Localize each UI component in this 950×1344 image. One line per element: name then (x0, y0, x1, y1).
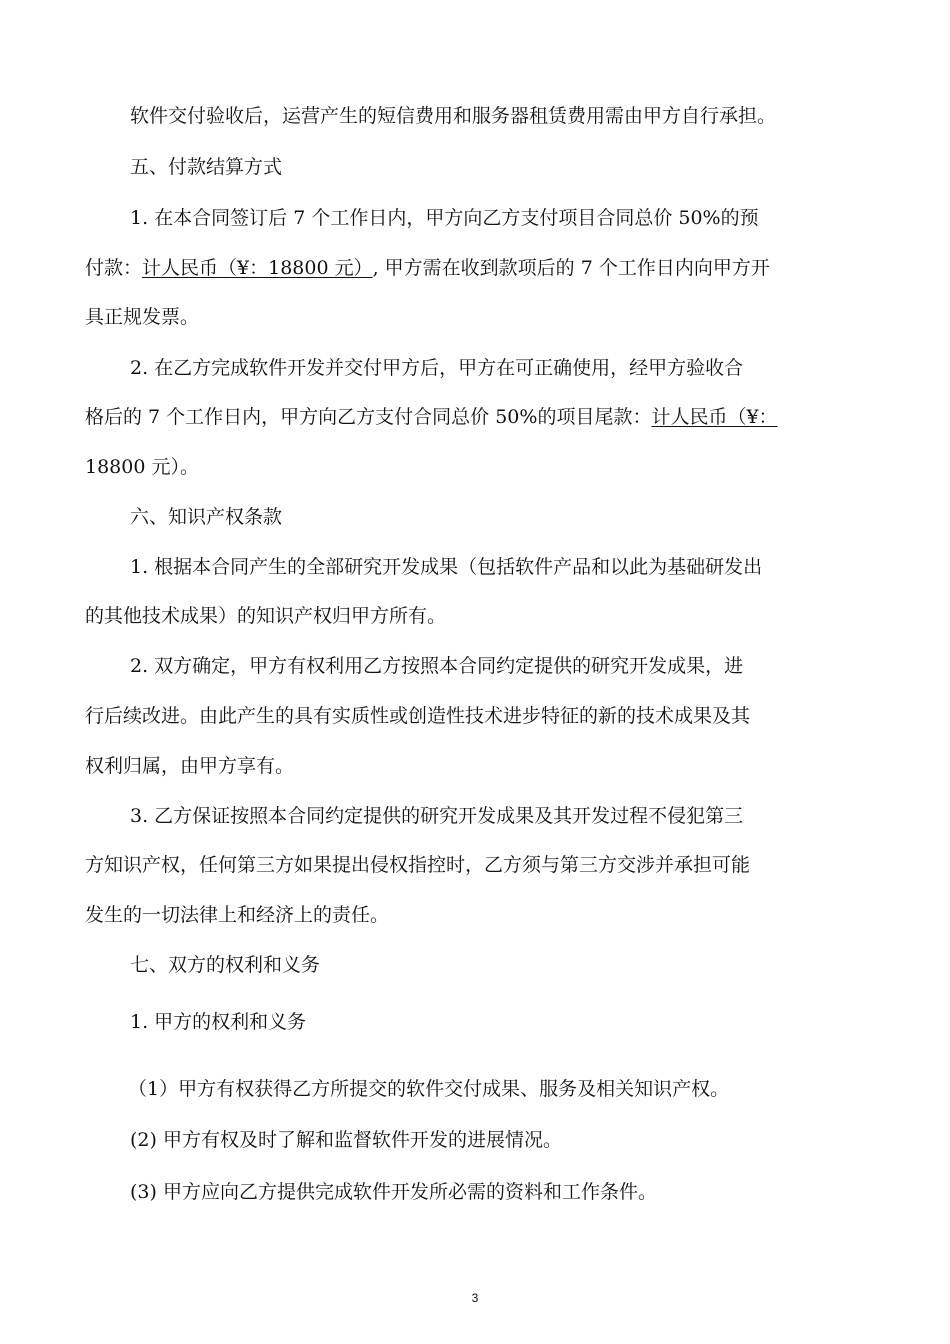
paragraph-line: 权利归属，由甲方享有。 (85, 755, 295, 777)
text-run: 格后的 7 个工作日内，甲方向乙方支付合同总价 50%的项目尾款： (85, 406, 652, 428)
paragraph-line: 方知识产权，任何第三方如果提出侵权指控时，乙方须与第三方交涉并承担可能 (85, 854, 751, 876)
paragraph-line (85, 256, 770, 280)
paragraph-line: 1. 根据本合同产生的全部研究开发成果（包括软件产品和以此为基础研发出 (130, 556, 763, 578)
text-run: 付款： (85, 257, 143, 279)
paragraph-line (85, 405, 778, 429)
section-heading: 五、付款结算方式 (130, 156, 283, 178)
subsection-heading: 1. 甲方的权利和义务 (130, 1011, 307, 1033)
paragraph-line: 发生的一切法律上和经济上的责任。 (85, 904, 390, 926)
section-heading: 七、双方的权利和义务 (130, 954, 321, 976)
section-heading: 六、知识产权条款 (130, 506, 283, 528)
list-item: (3) 甲方应向乙方提供完成软件开发所必需的资料和工作条件。 (130, 1181, 657, 1203)
paragraph-line: 软件交付验收后，运营产生的短信费用和服务器租赁费用需由甲方自行承担。 (130, 105, 777, 127)
paragraph-line: 2. 双方确定，甲方有权利用乙方按照本合同约定提供的研究开发成果，进 (130, 655, 744, 677)
paragraph-line: 行后续改进。由此产生的具有实质性或创造性技术进步特征的新的技术成果及其 (85, 705, 751, 727)
underlined-amount: 计人民币（¥：18800 元） (142, 257, 373, 279)
list-item: （1）甲方有权获得乙方所提交的软件交付成果、服务及相关知识产权。 (128, 1078, 730, 1100)
list-item: (2) 甲方有权及时了解和监督软件开发的进展情况。 (130, 1129, 562, 1151)
paragraph-line: 18800 元）。 (85, 456, 199, 478)
page-number: 3 (471, 1291, 479, 1305)
underlined-amount: 计人民币（¥： (651, 406, 778, 428)
paragraph-line: 的其他技术成果）的知识产权归甲方所有。 (85, 605, 447, 627)
paragraph-line: 3. 乙方保证按照本合同约定提供的研究开发成果及其开发过程不侵犯第三 (130, 805, 744, 827)
text-run: , 甲方需在收到款项后的 7 个工作日内向甲方开 (372, 257, 770, 279)
paragraph-line: 具正规发票。 (85, 306, 200, 328)
paragraph-line: 1. 在本合同签订后 7 个工作日内，甲方向乙方支付项目合同总价 50%的预 (130, 207, 759, 229)
paragraph-line: 2. 在乙方完成软件开发并交付甲方后，甲方在可正确使用，经甲方验收合 (130, 357, 744, 379)
